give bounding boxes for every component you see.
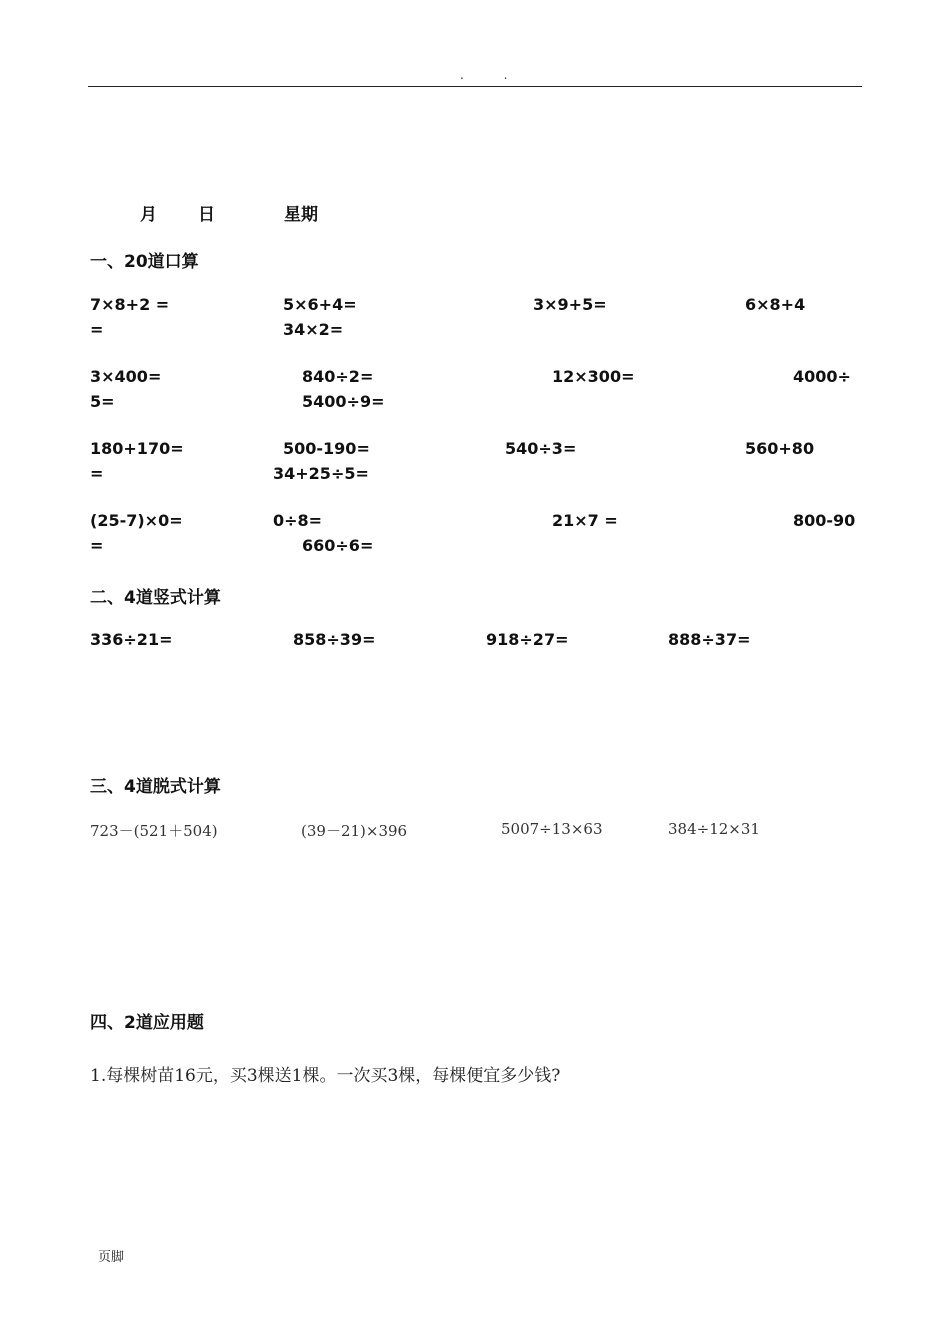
- vertical-item: 858÷39=: [293, 630, 376, 649]
- oral-item: 500-190=: [283, 439, 370, 458]
- word-problem-1: 1.每棵树苗16元，买3棵送1棵。一次买3棵，每棵便宜多少钱?: [90, 1066, 561, 1086]
- stepwise-item: 723－(521＋504): [90, 822, 218, 840]
- oral-item: 34+25÷5=: [273, 464, 369, 483]
- oral-item: 180+170=: [90, 439, 184, 458]
- month-label: 月: [140, 205, 157, 225]
- oral-item: 540÷3=: [505, 439, 577, 458]
- oral-item: 12×300=: [552, 367, 635, 386]
- header-rule: [88, 86, 862, 87]
- oral-item: =: [90, 464, 104, 483]
- oral-item: 0÷8=: [273, 511, 323, 530]
- day-label: 日: [198, 205, 215, 225]
- vertical-item: 336÷21=: [90, 630, 173, 649]
- section-stepwise-title: 三、4道脱式计算: [90, 777, 221, 797]
- oral-item: =: [90, 536, 104, 555]
- oral-item: 4000÷: [793, 367, 851, 386]
- header-dots: . .: [460, 68, 526, 82]
- section-oral-title: 一、20道口算: [90, 252, 199, 272]
- oral-item: 34×2=: [283, 320, 344, 339]
- stepwise-item: (39－21)×396: [301, 822, 408, 840]
- oral-item: 3×9+5=: [533, 295, 607, 314]
- oral-item: 5=: [90, 392, 115, 411]
- vertical-item: 888÷37=: [668, 630, 751, 649]
- oral-item: 6×8+4: [745, 295, 806, 314]
- oral-item: 7×8+2 =: [90, 295, 170, 314]
- stepwise-item: 5007÷13×63: [501, 820, 603, 838]
- oral-item: 21×7 =: [552, 511, 618, 530]
- oral-item: =: [90, 320, 104, 339]
- section-word-title: 四、2道应用题: [90, 1013, 204, 1033]
- oral-item: 840÷2=: [302, 367, 374, 386]
- stepwise-item: 384÷12×31: [668, 820, 760, 838]
- weekday-label: 星期: [284, 205, 318, 225]
- vertical-item: 918÷27=: [486, 630, 569, 649]
- footer-label: 页脚: [98, 1250, 125, 1265]
- oral-item: 5400÷9=: [302, 392, 385, 411]
- oral-item: 5×6+4=: [283, 295, 357, 314]
- oral-item: 800-90: [793, 511, 856, 530]
- oral-item: 660÷6=: [302, 536, 374, 555]
- section-vertical-title: 二、4道竖式计算: [90, 588, 221, 608]
- oral-item: 560+80: [745, 439, 815, 458]
- oral-item: (25-7)×0=: [90, 511, 183, 530]
- oral-item: 3×400=: [90, 367, 162, 386]
